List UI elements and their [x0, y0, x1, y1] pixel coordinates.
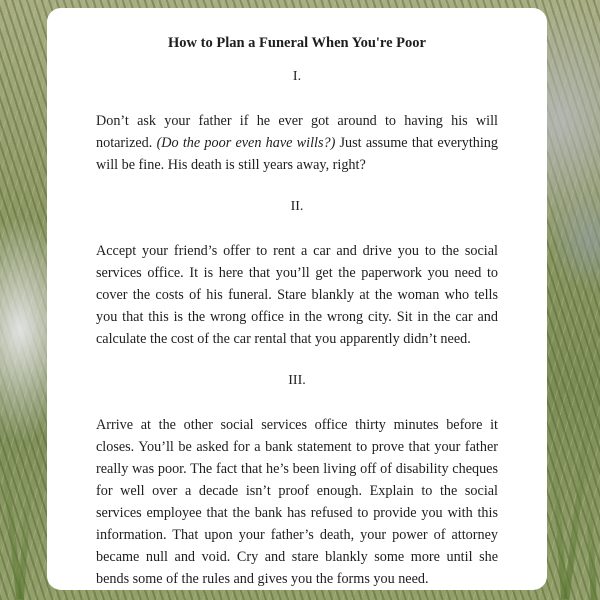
section-1-text-start: Don’t ask your father if he ever got around to having his will notarized. [96, 113, 498, 151]
essay-card [47, 8, 547, 590]
grass-blade [585, 490, 597, 600]
section-3-numeral: III. [288, 373, 306, 388]
section-1-numeral: I. [292, 69, 302, 84]
section-2-paragraph: Accept your friend’s offer to rent a car and drive you to the social services office. It is here that you’ll get the paperwork you need to cover the costs of his funeral. Stare blankly at the woman who tells you that this is the wrong office in the wrong city. Sit in the car and calculate the cost of the car rental that you apparently didn’t need. [96, 243, 498, 347]
grass-blade [551, 450, 567, 600]
section-1-paragraph [96, 110, 498, 176]
essay-title: How to Plan a Funeral When You're Poor [168, 35, 426, 51]
section-2-numeral: II. [290, 199, 304, 214]
section-1-italic-aside: (Do the poor even have wills?) [156, 135, 336, 151]
grass-blade [18, 480, 32, 600]
section-3-paragraph: Arrive at the other social services office thirty minutes before it closes. You’ll be asked for a bank statement to prove that your father really was poor. The fact that he’s been living off of disability cheques for well over a decade isn’t proof enough. Explain to the social services employee that the bank has refused to provide you with this information. That upon your father’s death, your power of attorney became null and void. Cry and stare blankly some more until she bends some of the rules and gives you the forms you need. [96, 417, 498, 587]
section-1-text-end: Just assume that everything will be fine. His death is still years away, right? [96, 135, 498, 173]
